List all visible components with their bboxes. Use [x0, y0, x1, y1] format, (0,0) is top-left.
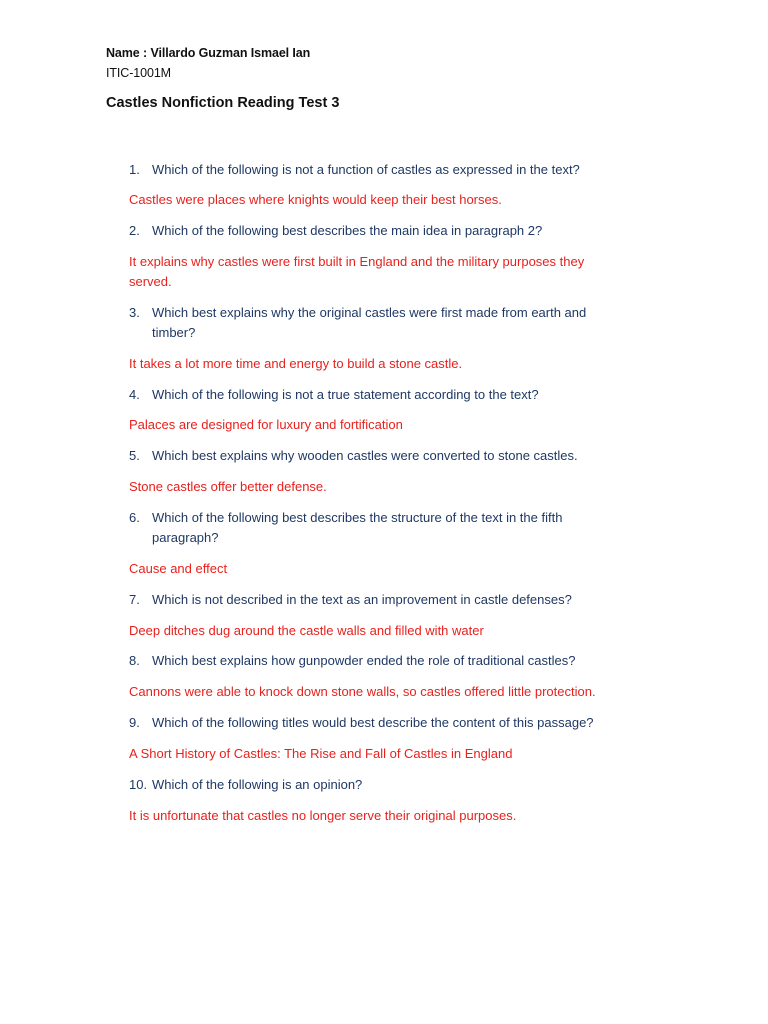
question-number: 4.	[129, 387, 140, 402]
question-item	[129, 775, 629, 795]
question-item	[129, 590, 629, 610]
question-text: Which of the following best describes the main idea in paragraph 2?	[152, 223, 543, 238]
question-number: 1.	[129, 162, 140, 177]
question-item	[129, 713, 629, 733]
question-item	[129, 385, 629, 405]
question-text: Which best explains why wooden castles were converted to stone castles.	[152, 448, 578, 463]
question-text: Which of the following best describes the structure of the text in the fifth paragraph?	[152, 510, 563, 545]
question-item	[129, 446, 629, 466]
question-text: Which of the following titles would best describe the content of this passage?	[152, 715, 594, 730]
question-item	[129, 221, 629, 241]
answer-text: Deep ditches dug around the castle walls and filled with water	[129, 623, 484, 638]
answer-text: Cause and effect	[129, 561, 228, 576]
question-item	[129, 651, 629, 671]
question-number: 2.	[129, 223, 140, 238]
answer-text: Stone castles offer better defense.	[129, 479, 327, 494]
question-number: 8.	[129, 653, 140, 668]
answer-text: A Short History of Castles: The Rise and Fall of Castles in England	[129, 746, 513, 761]
answer-text: It is unfortunate that castles no longer serve their original purposes.	[129, 808, 517, 823]
question-text: Which best explains why the original castles were first made from earth and timber?	[152, 305, 587, 340]
question-text: Which is not described in the text as an improvement in castle defenses?	[152, 592, 572, 607]
question-text: Which of the following is not a function of castles as expressed in the text?	[152, 162, 580, 177]
answer-text: Palaces are designed for luxury and fortification	[129, 417, 403, 432]
question-number: 6.	[129, 510, 140, 525]
answer-text: It takes a lot more time and energy to build a stone castle.	[129, 356, 463, 371]
question-number: 5.	[129, 448, 140, 463]
answer-text: It explains why castles were first built in England and the military purposes they served.	[129, 254, 585, 289]
student-name: Name : Villardo Guzman Ismael Ian	[106, 46, 311, 60]
question-item	[129, 160, 629, 180]
answer-text: Cannons were able to knock down stone walls, so castles offered little protection.	[129, 684, 596, 699]
question-number: 3.	[129, 305, 140, 320]
course-code: ITIC-1001M	[106, 66, 171, 80]
question-item	[129, 303, 629, 343]
answer-text: Castles were places where knights would keep their best horses.	[129, 192, 502, 207]
question-text: Which best explains how gunpowder ended the role of traditional castles?	[152, 653, 576, 668]
question-number: 7.	[129, 592, 140, 607]
question-number: 10.	[129, 777, 148, 792]
page-title: Castles Nonfiction Reading Test 3	[106, 95, 340, 111]
question-text: Which of the following is an opinion?	[152, 777, 363, 792]
question-text: Which of the following is not a true statement according to the text?	[152, 387, 539, 402]
question-number: 9.	[129, 715, 140, 730]
question-item	[129, 508, 629, 548]
